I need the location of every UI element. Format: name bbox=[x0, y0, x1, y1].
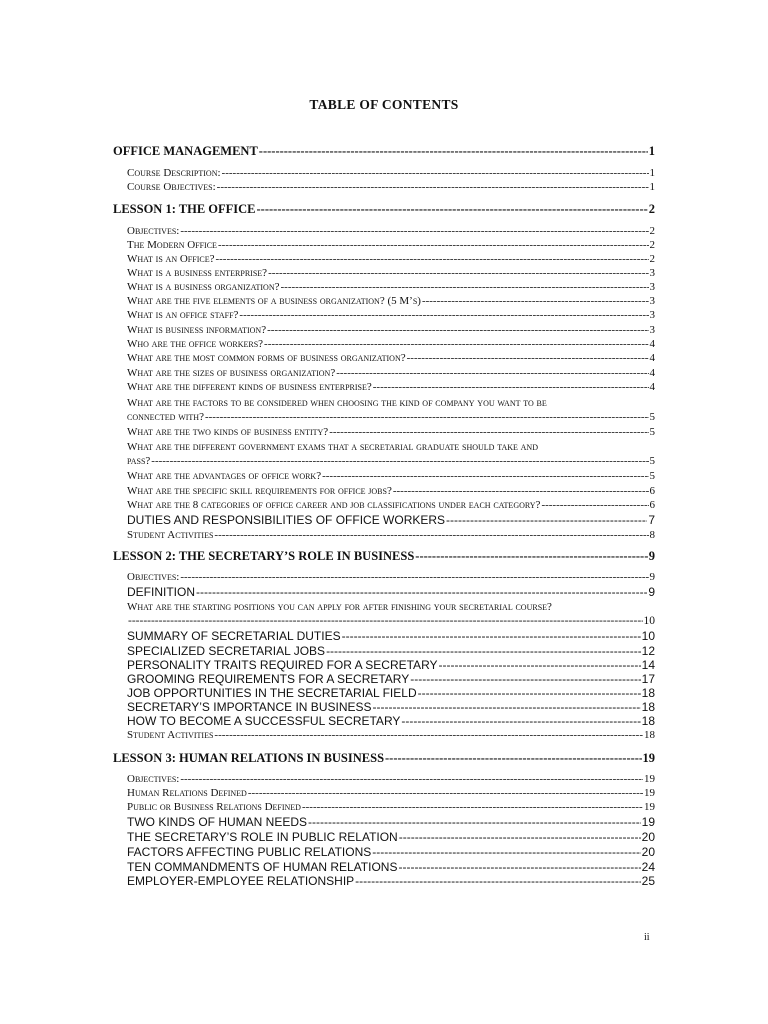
toc-page-number: 18 bbox=[644, 729, 655, 741]
toc-entry[interactable] bbox=[127, 295, 655, 309]
toc-entry-title: Public or Business Relations Defined bbox=[127, 801, 301, 813]
toc-entry[interactable] bbox=[127, 281, 655, 295]
toc-entry-title: What are the advantages of office work? bbox=[127, 470, 322, 482]
toc-entry[interactable] bbox=[127, 830, 655, 844]
toc-entry[interactable] bbox=[127, 381, 655, 395]
toc-entry-title: What is a business enterprise? bbox=[127, 267, 268, 279]
dot-leader bbox=[373, 381, 649, 393]
toc-page-number: 2 bbox=[648, 202, 655, 216]
toc-page-number: 9 bbox=[648, 585, 655, 599]
toc-entry[interactable] bbox=[127, 167, 655, 181]
toc-entry[interactable] bbox=[127, 860, 655, 874]
toc-entry-title: TWO KINDS OF HUMAN NEEDS bbox=[127, 815, 308, 829]
toc-entry-title: Objectives: bbox=[127, 225, 180, 237]
dot-leader bbox=[373, 700, 641, 714]
toc-entry[interactable] bbox=[127, 529, 655, 543]
toc-entry[interactable] bbox=[127, 411, 655, 425]
toc-entry[interactable] bbox=[127, 455, 655, 469]
toc-entry-continuation[interactable] bbox=[127, 615, 655, 629]
toc-page-number: 10 bbox=[643, 615, 655, 627]
toc-entry[interactable] bbox=[127, 181, 655, 195]
toc-entry-title: Who are the office workers? bbox=[127, 338, 264, 350]
dot-leader bbox=[342, 629, 641, 643]
toc-page-number: 24 bbox=[641, 860, 655, 874]
toc-page-number: 5 bbox=[649, 455, 655, 467]
toc-entry-title: What are the 8 categories of office career and job classifications under each category? bbox=[127, 499, 541, 511]
toc-page-number: 4 bbox=[649, 352, 655, 364]
dot-leader bbox=[336, 367, 648, 379]
toc-entry-line-1[interactable]: What are the different government exams that a secretarial graduate should take and bbox=[127, 441, 538, 453]
toc-page-number: 19 bbox=[644, 787, 655, 799]
toc-entry-title: What is an Office? bbox=[127, 253, 215, 265]
toc-entry[interactable] bbox=[127, 267, 655, 281]
dot-leader bbox=[410, 672, 640, 686]
dot-leader bbox=[399, 830, 641, 844]
toc-entry[interactable] bbox=[127, 470, 655, 484]
toc-entry-title: Student Activities bbox=[127, 729, 214, 741]
toc-entry-title: DUTIES AND RESPONSIBILITIES OF OFFICE WORKERS bbox=[127, 513, 446, 527]
toc-section-title: OFFICE MANAGEMENT bbox=[113, 144, 258, 158]
toc-entry-title: What is business information? bbox=[127, 324, 267, 336]
toc-page-number: 9 bbox=[648, 549, 655, 563]
toc-entry[interactable] bbox=[127, 253, 655, 267]
toc-page-number: 4 bbox=[649, 381, 655, 393]
toc-entry[interactable] bbox=[127, 585, 655, 599]
dot-leader bbox=[151, 455, 648, 467]
toc-section-lesson-2[interactable] bbox=[113, 549, 655, 565]
toc-page-number: 2 bbox=[649, 253, 655, 265]
toc-page-number: 4 bbox=[649, 367, 655, 379]
toc-entry-title: What are the most common forms of business organization? bbox=[127, 352, 406, 364]
dot-leader bbox=[205, 411, 649, 423]
toc-page-number: 8 bbox=[649, 529, 655, 541]
toc-page-number: 2 bbox=[649, 225, 655, 237]
toc-section-title: LESSON 2: THE SECRETARY’S ROLE IN BUSINESS bbox=[113, 549, 415, 563]
toc-entry[interactable] bbox=[127, 815, 655, 829]
toc-entry-title: What are the sizes of business organization? bbox=[127, 367, 336, 379]
toc-page-number: 18 bbox=[641, 700, 655, 714]
dot-leader bbox=[372, 845, 640, 859]
toc-entry-title: SECRETARY’S IMPORTANCE IN BUSINESS bbox=[127, 700, 372, 714]
dot-leader bbox=[196, 585, 647, 599]
toc-entry-title: EMPLOYER-EMPLOYEE RELATIONSHIP bbox=[127, 874, 355, 888]
dot-leader bbox=[393, 485, 649, 497]
toc-entry[interactable] bbox=[127, 729, 655, 743]
toc-entry-title: TEN COMMANDMENTS OF HUMAN RELATIONS bbox=[127, 860, 398, 874]
toc-page-number: 19 bbox=[641, 815, 655, 829]
toc-page-number: 3 bbox=[649, 267, 655, 279]
dot-leader bbox=[281, 281, 649, 293]
dot-leader bbox=[218, 239, 649, 251]
toc-entry[interactable] bbox=[127, 629, 655, 643]
dot-leader bbox=[401, 714, 640, 728]
dot-leader bbox=[415, 549, 647, 564]
dot-leader bbox=[422, 295, 649, 307]
toc-entry-title: FACTORS AFFECTING PUBLIC RELATIONS bbox=[127, 845, 372, 859]
toc-page-number: 10 bbox=[641, 629, 655, 643]
toc-page-number: 5 bbox=[649, 411, 655, 423]
toc-entry-title: connected with? bbox=[127, 411, 204, 423]
toc-entry-title: What are the different kinds of business enterprise? bbox=[127, 381, 372, 393]
dot-leader bbox=[239, 309, 648, 321]
toc-entry-title: Human Relations Defined bbox=[127, 787, 247, 799]
toc-page-number: 18 bbox=[641, 686, 655, 700]
toc-page-number: 19 bbox=[644, 773, 655, 785]
toc-page-number: 19 bbox=[642, 751, 655, 765]
dot-leader bbox=[308, 815, 641, 829]
dot-leader bbox=[268, 267, 648, 279]
dot-leader bbox=[259, 144, 648, 159]
toc-page-number: 3 bbox=[649, 309, 655, 321]
dot-leader bbox=[302, 801, 643, 813]
dot-leader bbox=[217, 181, 649, 193]
toc-entry[interactable] bbox=[127, 801, 655, 815]
toc-entry-title: PERSONALITY TRAITS REQUIRED FOR A SECRETARY bbox=[127, 658, 438, 672]
toc-entry[interactable] bbox=[127, 845, 655, 859]
toc-section-title: LESSON 1: THE OFFICE bbox=[113, 202, 256, 216]
dot-leader bbox=[418, 686, 641, 700]
dot-leader bbox=[214, 729, 643, 741]
toc-entry-title: DEFINITION bbox=[127, 585, 195, 599]
page-number: ii bbox=[644, 932, 650, 943]
toc-entry-title: Course Description: bbox=[127, 167, 221, 179]
dot-leader bbox=[322, 470, 648, 482]
toc-entry-title: What are the five elements of a business organization? (5 M’s) bbox=[127, 295, 421, 307]
toc-entry-title: Objectives: bbox=[127, 773, 180, 785]
toc-entry-title: Course Objectives: bbox=[127, 181, 216, 193]
toc-entry-line-1[interactable]: What are the starting positions you can apply for after finishing your secretarial course? bbox=[127, 601, 552, 613]
toc-entry-title: JOB OPPORTUNITIES IN THE SECRETARIAL FIELD bbox=[127, 686, 417, 700]
dot-leader bbox=[222, 167, 649, 179]
toc-entry-title: THE SECRETARY’S ROLE IN PUBLIC RELATION bbox=[127, 830, 398, 844]
dot-leader bbox=[264, 338, 648, 350]
toc-page-number: 3 bbox=[649, 324, 655, 336]
toc-entry[interactable] bbox=[127, 686, 655, 700]
toc-page-number: 4 bbox=[649, 338, 655, 350]
dot-leader bbox=[215, 253, 648, 265]
dot-leader bbox=[214, 529, 648, 541]
dot-leader bbox=[257, 202, 648, 217]
dot-leader bbox=[248, 787, 643, 799]
toc-entry-title: Student Activities bbox=[127, 529, 214, 541]
toc-section-office-management[interactable] bbox=[113, 144, 655, 160]
toc-page-number: 18 bbox=[641, 714, 655, 728]
toc-entry[interactable] bbox=[127, 658, 655, 672]
toc-entry-title: Objectives: bbox=[127, 571, 180, 583]
toc-page-number: 5 bbox=[649, 426, 655, 438]
toc-page-number: 1 bbox=[649, 181, 655, 193]
dot-leader bbox=[180, 571, 648, 583]
toc-entry[interactable] bbox=[127, 644, 655, 658]
toc-entry-title: SUMMARY OF SECRETARIAL DUTIES bbox=[127, 629, 341, 643]
toc-entry[interactable] bbox=[127, 352, 655, 366]
toc-entry[interactable] bbox=[127, 499, 655, 513]
dot-leader bbox=[439, 658, 641, 672]
toc-page-number: 20 bbox=[641, 830, 655, 844]
dot-leader bbox=[446, 513, 647, 527]
dot-leader bbox=[326, 644, 641, 658]
toc-entry[interactable] bbox=[127, 714, 655, 728]
toc-page-number: 3 bbox=[649, 295, 655, 307]
toc-entry[interactable] bbox=[127, 239, 655, 253]
toc-entry-title: GROOMING REQUIREMENTS FOR A SECRETARY bbox=[127, 672, 410, 686]
toc-page-number: 25 bbox=[641, 874, 655, 888]
toc-entry-title: pass? bbox=[127, 455, 151, 467]
toc-page-number: 17 bbox=[641, 672, 655, 686]
toc-entry[interactable] bbox=[127, 874, 655, 888]
toc-entry[interactable] bbox=[127, 773, 655, 787]
toc-entry-title: HOW TO BECOME A SUCCESSFUL SECRETARY bbox=[127, 714, 401, 728]
toc-entry[interactable] bbox=[127, 367, 655, 381]
toc-section-lesson-1[interactable] bbox=[113, 202, 655, 218]
dot-leader bbox=[128, 615, 643, 627]
toc-entry[interactable] bbox=[127, 571, 655, 585]
dot-leader bbox=[407, 352, 649, 364]
toc-entry-title: What are the two kinds of business entity? bbox=[127, 426, 329, 438]
toc-entry-title: What is an office staff? bbox=[127, 309, 239, 321]
toc-page-number: 6 bbox=[649, 499, 655, 511]
toc-page-number: 19 bbox=[644, 801, 655, 813]
dot-leader bbox=[180, 225, 648, 237]
toc-entry-title: What is a business organization? bbox=[127, 281, 280, 293]
toc-entry-title: What are the specific skill requirements for office jobs? bbox=[127, 485, 392, 497]
toc-entry[interactable] bbox=[127, 426, 655, 440]
toc-page-number: 14 bbox=[641, 658, 655, 672]
toc-entry-title: The Modern Office bbox=[127, 239, 217, 251]
toc-entry-line-1[interactable]: What are the factors to be considered when choosing the kind of company you want to be bbox=[127, 397, 547, 409]
toc-entry[interactable] bbox=[127, 485, 655, 499]
toc-page-number: 1 bbox=[648, 144, 655, 158]
toc-page-number: 2 bbox=[649, 239, 655, 251]
toc-entry[interactable] bbox=[127, 225, 655, 239]
page-title: TABLE OF CONTENTS bbox=[309, 97, 459, 112]
toc-page-number: 3 bbox=[649, 281, 655, 293]
toc-entry-title: SPECIALIZED SECRETARIAL JOBS bbox=[127, 644, 326, 658]
toc-entry[interactable] bbox=[127, 700, 655, 714]
toc-page-number: 6 bbox=[649, 485, 655, 497]
dot-leader bbox=[355, 874, 640, 888]
dot-leader bbox=[398, 860, 640, 874]
dot-leader bbox=[180, 773, 643, 785]
toc-page-number: 1 bbox=[649, 167, 655, 179]
toc-entry[interactable] bbox=[127, 309, 655, 323]
toc-page-number: 5 bbox=[649, 470, 655, 482]
toc-entry[interactable] bbox=[127, 324, 655, 338]
toc-page-number: 12 bbox=[641, 644, 655, 658]
toc-page-number: 7 bbox=[648, 513, 655, 527]
toc-page-number: 20 bbox=[641, 845, 655, 859]
dot-leader bbox=[267, 324, 648, 336]
dot-leader bbox=[541, 499, 648, 511]
toc-section-title: LESSON 3: HUMAN RELATIONS IN BUSINESS bbox=[113, 751, 385, 765]
toc-entry[interactable] bbox=[127, 672, 655, 686]
toc-entry[interactable] bbox=[127, 513, 655, 527]
dot-leader bbox=[329, 426, 648, 438]
toc-section-lesson-3[interactable] bbox=[113, 751, 655, 767]
toc-entry[interactable] bbox=[127, 787, 655, 801]
toc-entry[interactable] bbox=[127, 338, 655, 352]
dot-leader bbox=[385, 751, 641, 766]
toc-page-number: 9 bbox=[649, 571, 655, 583]
